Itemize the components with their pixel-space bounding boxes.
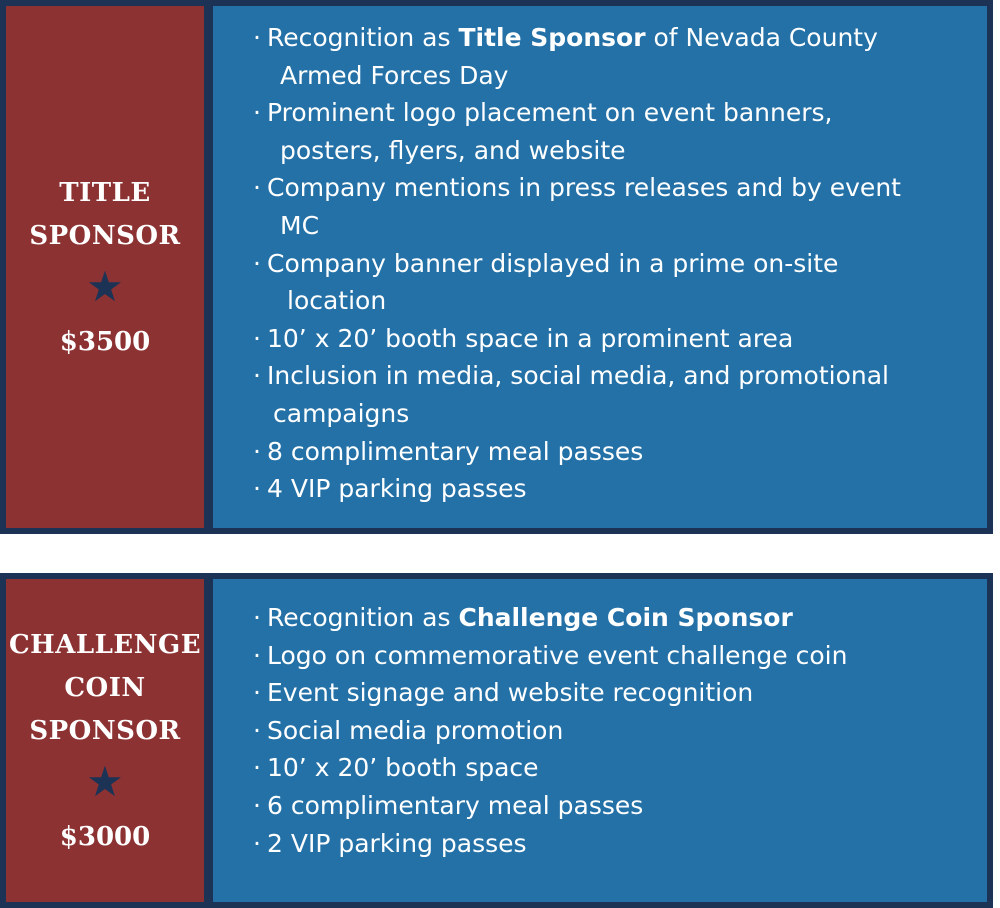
benefit-text: Event signage and website recognition — [267, 678, 754, 708]
benefit-text: Recognition as — [267, 603, 459, 632]
benefit-item — [253, 674, 977, 712]
bullet: · — [253, 23, 261, 52]
benefit-continuation: posters, flyers, and website — [280, 135, 626, 165]
bullet: · — [253, 603, 261, 632]
challenge-coin-label-panel — [6, 579, 204, 902]
bullet: · — [253, 715, 261, 745]
benefits-list — [253, 19, 977, 508]
benefit-item — [253, 749, 977, 787]
benefit-text: 6 complimentary meal passes — [267, 790, 644, 820]
challenge-coin-benefits-panel — [213, 579, 987, 902]
tier-price: $3500 — [59, 327, 151, 357]
benefit-highlight: Title Sponsor — [458, 23, 646, 52]
tier-name-line: SPONSOR — [29, 716, 181, 746]
bullet: · — [253, 678, 261, 708]
benefit-item — [253, 19, 977, 94]
bullet: · — [253, 753, 261, 783]
benefit-item — [253, 169, 977, 244]
bullet: · — [253, 248, 261, 278]
tier-price: $3000 — [59, 822, 151, 852]
benefit-item — [253, 825, 977, 863]
benefit-continuation: campaigns — [273, 398, 410, 428]
title-sponsor-benefits-panel — [213, 6, 987, 528]
bullet: · — [253, 436, 261, 466]
benefit-text: Social media promotion — [267, 715, 564, 745]
benefit-highlight: Challenge Coin Sponsor — [458, 603, 793, 632]
benefit-continuation: MC — [280, 210, 320, 240]
benefit-item — [253, 320, 977, 358]
benefit-item — [253, 470, 977, 508]
benefit-text: 8 complimentary meal passes — [267, 436, 644, 466]
bullet: · — [253, 98, 261, 128]
tier-name-line: TITLE — [59, 178, 151, 208]
title-sponsor-label-panel — [6, 6, 204, 528]
star-icon: ★ — [86, 262, 124, 311]
benefit-continuation: location — [287, 286, 387, 316]
benefit-item — [253, 433, 977, 471]
bullet: · — [253, 361, 261, 391]
benefit-text: Logo on commemorative event challenge coin — [267, 640, 848, 670]
challenge-coin-sponsor-card — [0, 573, 993, 908]
bullet: · — [253, 323, 261, 353]
benefit-text: Inclusion in media, social media, and promotional — [267, 361, 889, 391]
benefit-text: of Nevada County — [645, 23, 878, 52]
bullet: · — [253, 790, 261, 820]
benefit-text: Company mentions in press releases and by event — [267, 173, 901, 203]
benefit-text: 10’ x 20’ booth space in a prominent area — [267, 323, 794, 353]
benefit-text: 2 VIP parking passes — [267, 828, 527, 858]
benefit-item — [253, 712, 977, 750]
benefit-text: 10’ x 20’ booth space — [267, 753, 539, 783]
benefit-text: Recognition as — [267, 23, 459, 52]
benefit-item — [253, 787, 977, 825]
benefit-continuation: Armed Forces Day — [280, 60, 509, 90]
benefit-item — [253, 357, 977, 432]
benefit-text: Company banner displayed in a prime on-site — [267, 248, 839, 278]
bullet: · — [253, 640, 261, 670]
benefit-item — [253, 599, 977, 637]
benefit-text: Prominent logo placement on event banners, — [267, 98, 833, 128]
benefit-item — [253, 637, 977, 675]
benefit-item — [253, 245, 977, 320]
tier-name-line: COIN — [64, 673, 146, 703]
bullet: · — [253, 828, 261, 858]
star-icon: ★ — [86, 757, 124, 806]
bullet: · — [253, 173, 261, 203]
tier-name-line: CHALLENGE — [8, 630, 202, 660]
bullet: · — [253, 474, 261, 504]
benefit-text: 4 VIP parking passes — [267, 474, 527, 504]
benefit-item — [253, 94, 977, 169]
benefits-list — [253, 599, 977, 862]
tier-name-line: SPONSOR — [29, 221, 181, 251]
